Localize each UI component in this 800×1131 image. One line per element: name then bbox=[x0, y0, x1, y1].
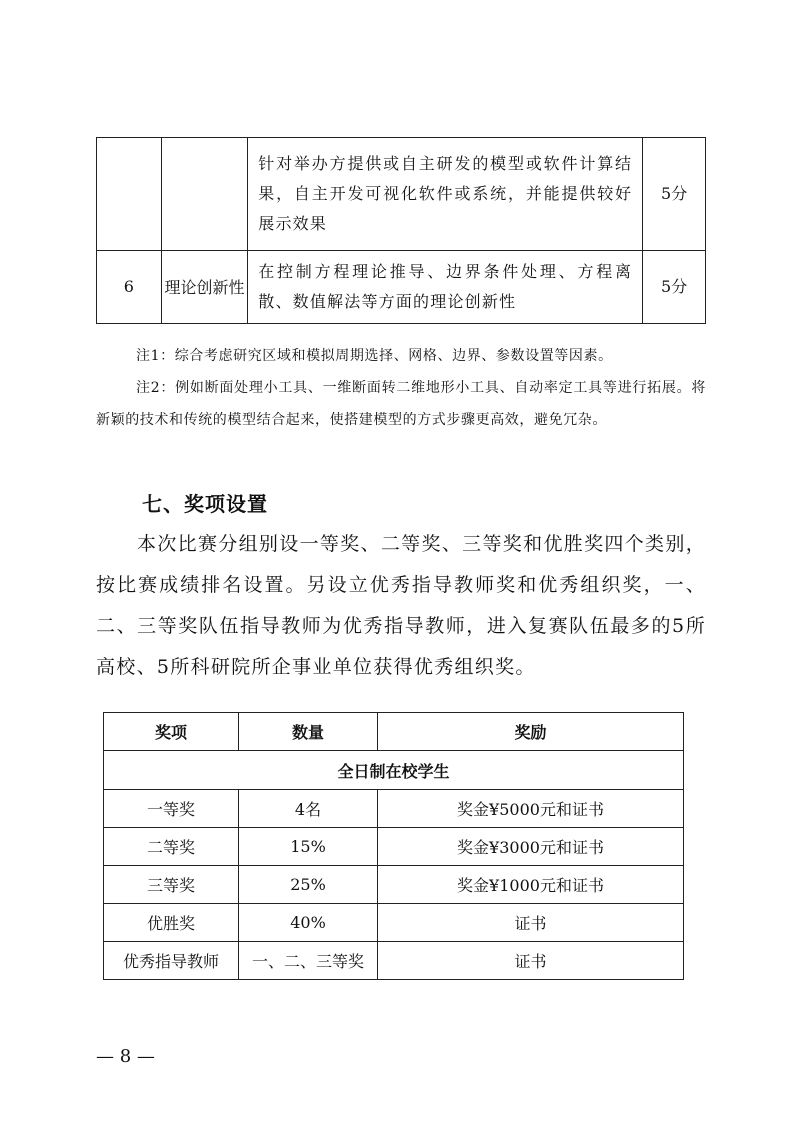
award-quantity: 25% bbox=[239, 866, 378, 904]
note-1: 注1：综合考虑研究区域和模拟周期选择、网格、边界、参数设置等因素。 bbox=[136, 348, 613, 364]
table-header-row bbox=[104, 713, 684, 751]
table-row bbox=[104, 942, 684, 980]
section-heading: 七、奖项设置 bbox=[142, 492, 268, 516]
awards-table bbox=[103, 712, 684, 980]
table-row bbox=[104, 828, 684, 866]
table-row bbox=[97, 251, 706, 324]
award-name: 优秀指导教师 bbox=[104, 942, 239, 980]
table-row bbox=[104, 790, 684, 828]
criterion-points: 5分 bbox=[643, 251, 706, 324]
page-number: — 8 — bbox=[96, 1046, 155, 1067]
criterion-description: 针对举办方提供或自主研发的模型或软件计算结果，自主开发可视化软件或系统，并能提供较好展示效果 bbox=[248, 138, 643, 251]
award-reward: 证书 bbox=[378, 942, 684, 980]
award-quantity: 40% bbox=[239, 904, 378, 942]
group-label: 全日制在校学生 bbox=[104, 751, 684, 790]
scoring-criteria-table bbox=[96, 137, 706, 324]
criterion-description: 在控制方程理论推导、边界条件处理、方程离散、数值解法等方面的理论创新性 bbox=[248, 251, 643, 324]
table-row bbox=[104, 866, 684, 904]
row-number bbox=[97, 138, 162, 251]
award-name: 三等奖 bbox=[104, 866, 239, 904]
award-name: 一等奖 bbox=[104, 790, 239, 828]
group-row bbox=[104, 751, 684, 790]
award-reward: 奖金¥3000元和证书 bbox=[378, 828, 684, 866]
award-quantity: 15% bbox=[239, 828, 378, 866]
criterion-name: 理论创新性 bbox=[161, 251, 248, 324]
header-reward: 奖励 bbox=[378, 713, 684, 751]
award-name: 优胜奖 bbox=[104, 904, 239, 942]
award-quantity: 4名 bbox=[239, 790, 378, 828]
header-quantity: 数量 bbox=[239, 713, 378, 751]
award-name: 二等奖 bbox=[104, 828, 239, 866]
award-quantity: 一、二、三等奖 bbox=[239, 942, 378, 980]
criterion-points: 5分 bbox=[643, 138, 706, 251]
row-number: 6 bbox=[97, 251, 162, 324]
award-reward: 奖金¥1000元和证书 bbox=[378, 866, 684, 904]
criterion-name bbox=[161, 138, 248, 251]
note-2: 注2：例如断面处理小工具、一维断面转二维地形小工具、自动率定工具等进行拓展。将新颖的技术和传统的模型结合起来，使搭建模型的方式步骤更高效，避免冗杂。 bbox=[96, 380, 706, 428]
award-reward: 证书 bbox=[378, 904, 684, 942]
award-reward: 奖金¥5000元和证书 bbox=[378, 790, 684, 828]
header-award: 奖项 bbox=[104, 713, 239, 751]
section-paragraph: 本次比赛分组别设一等奖、二等奖、三等奖和优胜奖四个类别，按比赛成绩排名设置。另设立优秀指导教师奖和优秀组织奖，一、二、三等奖队伍指导教师为优秀指导教师，进入复赛队伍最多的5所高校、5所科研院所企事业单位获得优秀组织奖。 bbox=[96, 533, 706, 678]
table-row bbox=[104, 904, 684, 942]
table-row bbox=[97, 138, 706, 251]
